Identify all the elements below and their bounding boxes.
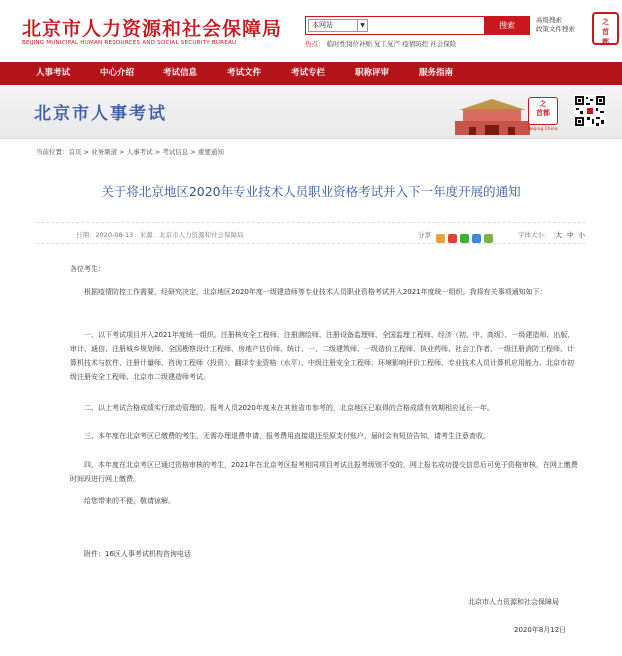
article-paragraph-1: 一、以下考试项目并入2021年度统一组织。注册核安全工程师、注册测绘师、注册设备监理师、全国监理工程师、经济（初、中、高级）、一级建造师、出版、审计、通信、注册城乡规划师、全国勘察设计工程师、房地产估价师、统计、一、二级建筑师、一级造价工程师、执业药师、社会工作者、一级注册消防工程师、计算机技术与软件、注册计量师、咨询工程师（投资）、翻译专业资格（水平）、中级注册安全工程师、环境影响评价工程师、专业技术人员计算机应用能力、北京市初级注册安全工程师、北京市二级建造师考试。 <box>70 331 575 381</box>
article-paragraph-3: 三、本年度在北京考区已缴费的考生，无需办理退费申请，报考费用直接退还至原支付账户，届时会有短信告知，请考生注意查收。 <box>84 432 490 440</box>
qzone-share-icon[interactable] <box>436 234 445 243</box>
article-date: 日期：2020-08-13 <box>76 231 134 239</box>
weibo-share-icon[interactable] <box>448 234 457 243</box>
qq-share-icon[interactable] <box>472 234 481 243</box>
capital-seal-logo: 之 首 都 <box>592 12 619 45</box>
font-size-control <box>518 230 585 239</box>
article-title: 关于将北京地区2020年专业技术人员职业资格考试并入下一年度开展的通知 <box>101 184 521 199</box>
search-bar <box>305 16 530 35</box>
article-meta <box>36 222 586 244</box>
search-button[interactable]: 搜索 <box>484 16 530 35</box>
main-nav <box>0 62 622 85</box>
article-signature: 北京市人力资源和社会保障局 <box>468 598 559 606</box>
nav-item-exam-files[interactable]: 考试文件 <box>227 68 262 78</box>
hot-topics <box>305 39 456 48</box>
article-paragraph-intro: 根据疫情防控工作需要，经研究决定，北京地区2020年度一级建造师等专业技术人员职业资格考试并入2021年度统一组织。我将有关事项通知如下： <box>84 288 547 296</box>
page-banner <box>0 85 622 139</box>
nav-item-exam-column[interactable]: 考试专栏 <box>291 68 326 78</box>
nav-item-exam-info[interactable]: 考试信息 <box>163 68 198 78</box>
search-scope-value: 本网站 <box>312 21 333 29</box>
article-greeting: 各位考生： <box>70 265 105 273</box>
article-paragraph-5: 给您带来的不便，敬请谅解。 <box>84 497 175 505</box>
nav-item-title-review[interactable]: 职称评审 <box>355 68 390 78</box>
banner-title: 北京市人事考试 <box>34 104 167 124</box>
share-label: 分享 <box>418 231 431 239</box>
site-header <box>0 0 622 62</box>
policy-search-link[interactable]: 政策文件搜索 <box>536 25 575 33</box>
breadcrumb <box>36 147 224 156</box>
nav-item-service-guide[interactable]: 服务指南 <box>419 68 454 78</box>
article-paragraph-2: 二、以上考试合格成绩实行滚动管理的，报考人员2020年度未在其他省市参考的，北京地区已取得的合格成绩有效期相应延长一年。 <box>84 404 494 412</box>
nav-item-exam[interactable]: 人事考试 <box>36 68 71 78</box>
article-sign-date: 2020年8月12日 <box>514 626 567 634</box>
nav-item-about[interactable]: 中心介绍 <box>100 68 135 78</box>
capital-logo-subtitle: Beijing China <box>528 127 558 132</box>
site-logo-subtitle: BEIJING MUNICIPAL HUMAN RESOURCES AND SOCIAL SECURITY BUREAU <box>22 40 237 46</box>
chevron-down-icon: ▼ <box>357 20 367 31</box>
wechat-share-icon[interactable] <box>460 234 469 243</box>
article-source: 来源：北京市人力资源和社会保障局 <box>139 231 244 239</box>
search-scope-select[interactable] <box>308 19 368 32</box>
article-attachment[interactable]: 附件：16区人事考试机构咨询电话 <box>84 550 191 558</box>
search-links <box>536 16 575 34</box>
tiananmen-illustration <box>455 91 530 135</box>
advanced-search-link[interactable]: 高级搜索 <box>536 16 562 24</box>
font-small-button[interactable]: 小 <box>578 231 585 239</box>
capital-logo: 之 首都 <box>528 97 558 125</box>
font-medium-button[interactable]: 中 <box>567 231 574 239</box>
font-large-button[interactable]: 大 <box>555 231 562 239</box>
site-logo-title[interactable]: 北京市人力资源和社会保障局 <box>22 18 283 40</box>
more-share-icon[interactable] <box>484 234 493 243</box>
article-date-source <box>76 230 243 239</box>
breadcrumb-label: 当前位置： <box>36 148 69 156</box>
qr-code-icon <box>574 95 606 127</box>
hot-topics-links[interactable]: 临时性岗位补贴 复工复产 疫情防控 社会保险 <box>326 40 457 48</box>
font-size-label: 字体大小： <box>518 231 551 239</box>
article-paragraph-4: 四、本年度在北京考区已通过资格审核的考生，2021年在北京考区报考相同项目考试且报考级别不变的，网上报名成功提交信息后可免于资格审核，在网上缴费时间段进行网上缴费。 <box>70 461 578 483</box>
hot-topics-label: 热点： <box>305 40 325 48</box>
share-icons <box>436 228 496 247</box>
breadcrumb-path[interactable]: 首页 > 业务频道 > 人事考试 > 考试信息 > 重要通知 <box>68 148 224 156</box>
